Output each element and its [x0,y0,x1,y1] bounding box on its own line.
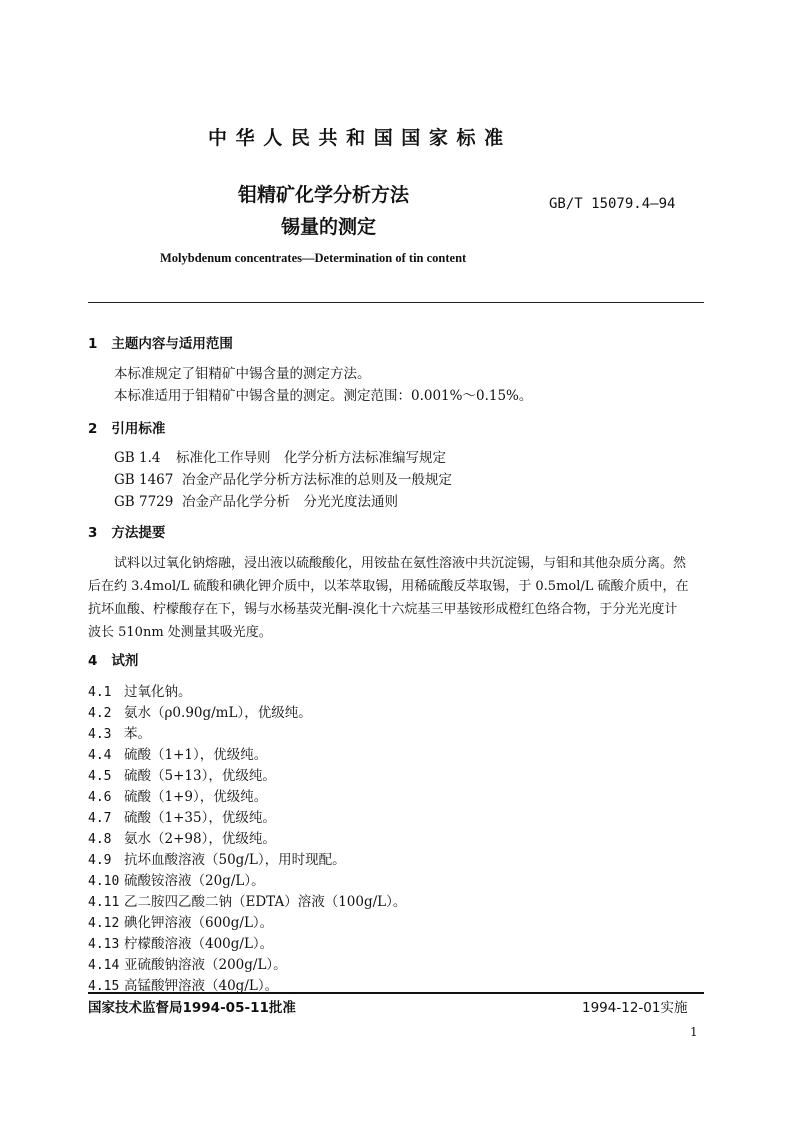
reference-code: GB 7729 [114,494,174,510]
section-2-number: 2 [88,421,98,437]
reagent-text: 高锰酸钾溶液（40g/L）。 [124,978,279,994]
reagent-number: 4.5 [88,769,112,784]
reagent-item [88,974,278,994]
reagent-text: 乙二胺四乙酸二钠（EDTA）溶液（100g/L）。 [124,894,407,910]
reagent-item [88,743,267,763]
reagent-number: 4.11 [88,895,120,910]
reagent-item [88,848,346,868]
reagent-item [88,911,273,931]
section-1-number: 1 [88,336,98,352]
doc-title-line1: 钼精矿化学分析方法 [238,184,410,206]
method-summary-line: 波长 510nm 处测量其吸光度。 [88,625,272,640]
english-title: Molybdenum concentrates—Determination of tin content [160,251,467,265]
reagent-number: 4.9 [88,853,112,868]
standard-code: GB/T 15079.4—94 [549,196,676,212]
reagent-number: 4.6 [88,790,112,805]
reagent-text: 硫酸（1+35），优级纯。 [124,810,276,826]
page-number: 1 [690,1025,698,1039]
reference-code: GB 1.4 [114,450,161,466]
reagent-text: 硫酸（1+9），优级纯。 [124,789,268,805]
reagent-item [88,890,406,910]
section-2-title: 引用标准 [111,421,166,437]
section-3-title: 方法提要 [111,525,166,541]
section-1-heading [88,332,233,352]
org-title: 中 华 人 民 共 和 国 国 家 标 准 [208,127,505,149]
reagent-number: 4.1 [88,685,112,700]
reagent-text: 过氧化钠。 [124,684,192,700]
reference-item [114,468,452,488]
reagent-number: 4.12 [88,916,120,931]
method-summary-line: 抗坏血酸、柠檬酸存在下，锡与水杨基荧光酮-溴化十六烷基三甲基铵形成橙红色络合物，于分光光度计 [88,602,678,617]
reagent-text: 亚硫酸钠溶液（200g/L）。 [124,957,287,973]
implementation-date: 1994-12-01实施 [582,1000,688,1016]
reagent-number: 4.10 [88,874,120,889]
approval-line: 国家技术监督局1994-05-11批准 [88,1000,296,1016]
section-4-number: 4 [88,653,98,669]
method-summary-line: 试料以过氧化钠熔融，浸出液以硫酸酸化，用铵盐在氨性溶液中共沉淀锡，与钼和其他杂质分离。然 [114,556,687,571]
reagent-item [88,680,192,700]
reagent-item [88,806,276,826]
reagent-number: 4.3 [88,727,112,742]
section-4-title: 试剂 [111,653,139,669]
reagent-number: 4.13 [88,937,120,952]
reagent-text: 抗坏血酸溶液（50g/L），用时现配。 [124,852,346,868]
reference-code: GB 1467 [114,472,174,488]
reagent-item [88,932,273,952]
reagent-item [88,953,287,973]
reagent-text: 柠檬酸溶液（400g/L）。 [124,936,274,952]
reagent-number: 4.4 [88,748,112,763]
reagent-number: 4.15 [88,979,120,994]
section-3-number: 3 [88,525,98,541]
reference-title: 标准化工作导则 化学分析方法标准编写规定 [176,450,446,466]
reagent-number: 4.8 [88,832,112,847]
reagent-item [88,701,312,721]
reagent-text: 硫酸（1+1），优级纯。 [124,747,268,763]
section-2-heading [88,417,165,437]
reagent-text: 氨水（2+98），优级纯。 [124,831,276,847]
reagent-text: 氨水（ρ0.90g/mL），优级纯。 [124,705,312,721]
section-1-title: 主题内容与适用范围 [111,336,233,352]
reagent-text: 苯。 [124,726,151,742]
section-1-para-1: 本标准规定了钼精矿中锡含量的测定方法。 [114,366,371,382]
doc-title-line2: 锡量的测定 [281,216,377,238]
reference-item [114,446,446,466]
reagent-item [88,869,265,889]
reagent-item [88,827,276,847]
section-3-heading [88,521,165,541]
section-1-para-2: 本标准适用于钼精矿中锡含量的测定。测定范围：0.001%～0.15%。 [114,388,533,404]
reagent-item [88,785,267,805]
reagent-number: 4.2 [88,706,112,721]
reference-title: 冶金产品化学分析方法标准的总则及一般规定 [182,472,452,488]
reagent-number: 4.7 [88,811,112,826]
reagent-text: 碘化钾溶液（600g/L）。 [124,915,274,931]
reagent-text: 硫酸铵溶液（20g/L）。 [124,873,265,889]
reagent-text: 硫酸（5+13），优级纯。 [124,768,276,784]
footer-rule [88,992,704,994]
reagent-item [88,764,276,784]
reagent-item [88,722,151,742]
section-4-heading [88,649,138,669]
header-rule [88,302,704,303]
reagent-number: 4.14 [88,958,120,973]
reference-item [114,490,398,510]
method-summary-line: 后在约 3.4mol/L 硫酸和碘化钾介质中，以苯萃取锡，用稀硫酸反萃取锡，于 0.5mol/L 硫酸介质中，在 [88,579,689,594]
reference-title: 冶金产品化学分析 分光光度法通则 [182,494,398,510]
